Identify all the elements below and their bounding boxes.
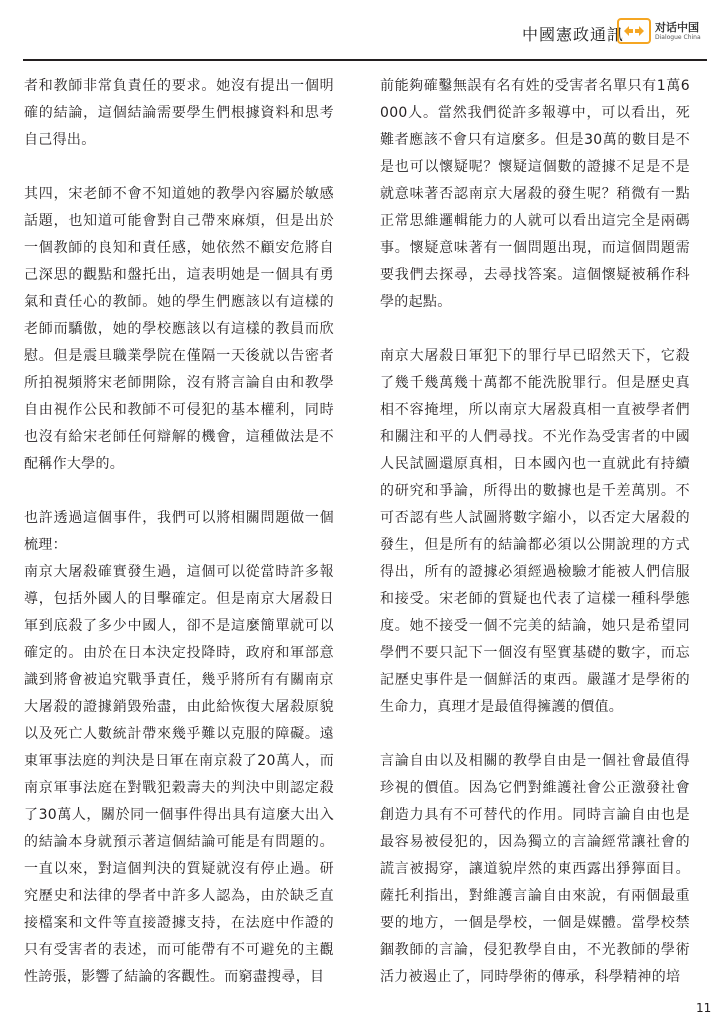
right-column [380, 73, 690, 991]
paragraph: 前能夠確鑿無誤有名有姓的受害者名單只有1萬6000人。當然我們從許多報導中，可以看出，死難者應該不會只有這麼多。但是30萬的數目是不是也可以懷疑呢？懷疑這個數的證據不足是不是就意味著否認南京大屠殺的發生呢？稍微有一點正常思維邏輯能力的人就可以看出這完全是兩碼事。懷疑意味著有一個問題出現，而這個問題需要我們去探尋，去尋找答案。這個懷疑被稱作科學的起點。 [380, 78, 690, 310]
logo-text [655, 22, 701, 41]
left-column [24, 73, 334, 991]
publication-title: 中國憲政通訊 [522, 25, 625, 44]
header-divider [23, 59, 707, 61]
paragraph: 其四，宋老師不會不知道她的教學內容屬於敏感話題，也知道可能會對自己帶來麻煩，但是出於一個教師的良知和責任感，她依然不顧安危將自己深思的觀點和盤托出，這表明她是一個具有勇氣和責任心的教師。她的學生們應該以有這樣的老師而驕傲，她的學校應該以有這樣的教員而欣慰。但是震旦職業學院在僅隔一天後就以告密者所拍視頻將宋老師開除，沒有將言論自由和教學自由視作公民和教師不可侵犯的基本權利，同時也沒有給宋老師任何辯解的機會，這種做法是不配稱作大學的。 [24, 186, 334, 472]
page-header [0, 0, 724, 60]
paragraph: 南京大屠殺日軍犯下的罪行早已昭然天下，它殺了幾千幾萬幾十萬都不能洗脫罪行。但是歷史真相不容掩埋，所以南京大屠殺真相一直被學者們和關注和平的人們尋找。不光作為受害者的中國人民試圖還原真相，日本國內也一直就此有持續的研究和爭論，所得出的數據也是千差萬別。不可否認有些人試圖將數字縮小，以否定大屠殺的發生，但是所有的結論都必須以公開說理的方式得出，所有的證據必須經過檢驗才能被人們信服和接受。宋老師的質疑也代表了這樣一種科學態度。她不接受一個不完美的結論，她只是希望同學們不要只記下一個沒有堅實基礎的數字，而忘記歷史事件是一個鮮活的東西。嚴謹才是學術的生命力，真理才是最值得擁護的價值。 [380, 348, 690, 715]
logo-en-text: Dialogue China [655, 33, 701, 41]
paragraph: 言論自由以及相關的教學自由是一個社會最值得珍視的價值。因為它們對維護社會公正激發社會創造力具有不可替代的作用。同時言論自由也是最容易被侵犯的，因為獨立的言論經常讓社會的謊言被揭穿，讓道貌岸然的東西露出猙獰面目。薩托利指出，對維護言論自由來說，有兩個最重要的地方，一個是學校，一個是媒體。當學校禁錮教師的言論，侵犯教學自由，不光教師的學術活力被遏止了，同時學術的傳承，科學精神的培 [380, 753, 690, 985]
paragraph: 南京大屠殺確實發生過，這個可以從當時許多報導，包括外國人的目擊確定。但是南京大屠殺日軍到底殺了多少中國人，卻不是這麼簡單就可以確定的。由於在日本決定投降時，政府和軍部意識到將會被追究戰爭責任，幾乎將所有有關南京大屠殺的證據銷毀殆盡，由此給恢復大屠殺原貌以及死亡人數統計帶來幾乎難以克服的障礙。遠東軍事法庭的判決是日軍在南京殺了20萬人，而南京軍事法庭在對戰犯穀壽夫的判決中則認定殺了30萬人，關於同一個事件得出具有這麼大出入的結論本身就預示著這個結論可能是有問題的。一直以來，對這個判決的質疑就沒有停止過。研究歷史和法律的學者中許多人認為，由於缺乏直接檔案和文件等直接證據支持，在法庭中作證的只有受害者的表述，而可能帶有不可避免的主觀性誇張，影響了結論的客觀性。而窮盡搜尋，目 [24, 564, 334, 985]
dialogue-china-logo [617, 18, 701, 44]
paragraph: 也許透過這個事件，我們可以將相關問題做一個梳理： [24, 510, 334, 553]
page-number: 11 [696, 1001, 712, 1015]
logo-cn-text: 对话中国 [655, 20, 699, 34]
paragraph: 者和教師非常負責任的要求。她沒有提出一個明確的結論，這個結論需要學生們根據資料和思考自己得出。 [24, 78, 334, 148]
dialogue-china-logo-icon [617, 18, 651, 44]
